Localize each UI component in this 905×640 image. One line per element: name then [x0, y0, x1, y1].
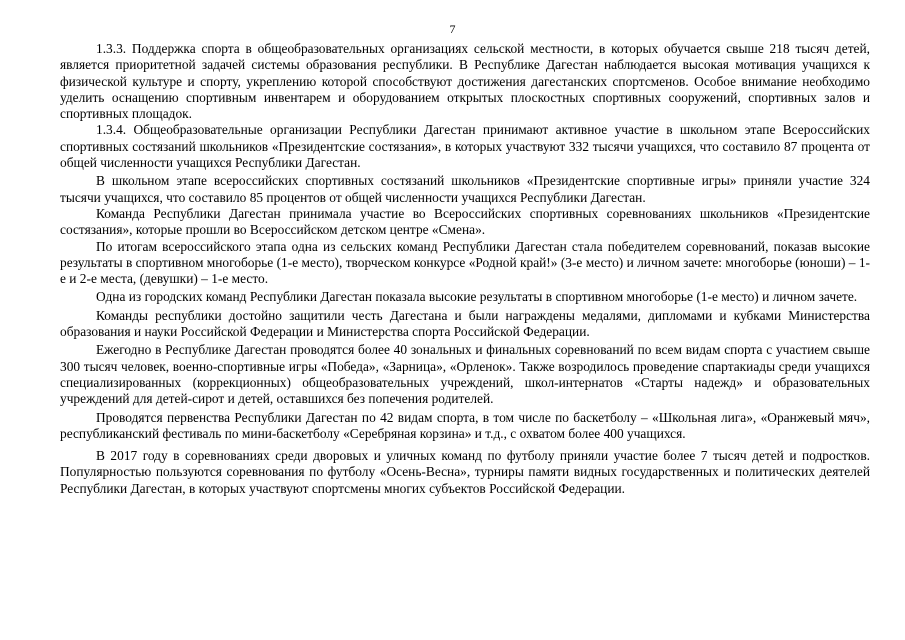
- paragraph-presidential-games: В школьном этапе всероссийских спортивных состязаний школьников «Президентские спортивные игры» приняли участие 324 тысячи учащихся, что составило 85 процентов от общей численности учащихся Республики Дагестан.: [60, 173, 870, 205]
- paragraph-1-3-4: 1.3.4. Общеобразовательные организации Республики Дагестан принимают активное участие в школьном этапе Всероссийских спортивных состязаний школьников «Президентские состязания», в которых участвуют 332 тысячи учащихся, что составило 87 процента от общей численности учащихся Республики Дагестан.: [60, 122, 870, 171]
- paragraph-championships: Проводятся первенства Республики Дагестан по 42 видам спорта, в том числе по баскетболу – «Школьная лига», «Оранжевый мяч», республиканский фестиваль по мини-баскетболу «Серебряная корзина» и т.д., с охватом более 400 учащихся.: [60, 409, 870, 441]
- paragraph-1-3-3: 1.3.3. Поддержка спорта в общеобразовательных организациях сельской местности, в которых обучается свыше 218 тысяч детей, является приоритетной задачей системы образования республики. В Республике Дагестан наблюдается высокая мотивация учащихся к физической культуре и спорту, укреплению которой способствуют достижения дагестанских спортсменов. Особое внимание необходимо уделить оснащению спортивным инвентарем и оборудованием открытых плоскостных спортивных сооружений, спортивных залов и спортивных площадок.: [60, 41, 870, 122]
- paragraph-team-participation: Команда Республики Дагестан принимала участие во Всероссийских спортивных соревнованиях школьников «Президентские состязания», которые прошли во Всероссийском детском центре «Смена».: [60, 205, 870, 238]
- paragraph-rural-team-results: По итогам всероссийского этапа одна из сельских команд Республики Дагестан стала победителем соревнований, показав высокие результаты в спортивном многоборье (1-е место), творческом конкурсе «Родной край!» (3-е место) и личном зачете: многоборье (юноши) – 1-е и 2-е места, (девушки) – 1-е место.: [60, 238, 870, 287]
- paragraph-football-2017: В 2017 году в соревнованиях среди дворовых и уличных команд по футболу приняли участие более 7 тысяч детей и подростков. Популярностью пользуются соревнования по футболу «Осень-Весна», турниры памяти видных государственных и политических деятелей Республики Дагестан, в которых участвуют спортсмены многих субъектов Российской Федерации.: [60, 448, 870, 496]
- page-number: 7: [449, 22, 456, 36]
- paragraph-city-team-results: Одна из городских команд Республики Дагестан показала высокие результаты в спортивном многоборье (1-е место) и личном зачете.: [96, 289, 858, 305]
- paragraph-annual-competitions: Ежегодно в Республике Дагестан проводятся более 40 зональных и финальных соревнований по всем видам спорта с участием свыше 300 тысяч человек, военно-спортивные игры «Победа», «Зарница», «Орленок». Также возродилось проведение спартакиады среди учащихся специализированных (коррекционных) общеобразовательных учреждений, школ-интернатов «Старты надежд» и образовательных учреждений для детей-сирот и детей, оставшихся без попечения родителей.: [60, 342, 870, 407]
- document-body: [60, 41, 870, 497]
- paragraph-awards: Команды республики достойно защитили честь Дагестана и были награждены медалями, дипломами и кубками Министерства образования и науки Российской Федерации и Министерства спорта Российской Федерации.: [60, 307, 870, 340]
